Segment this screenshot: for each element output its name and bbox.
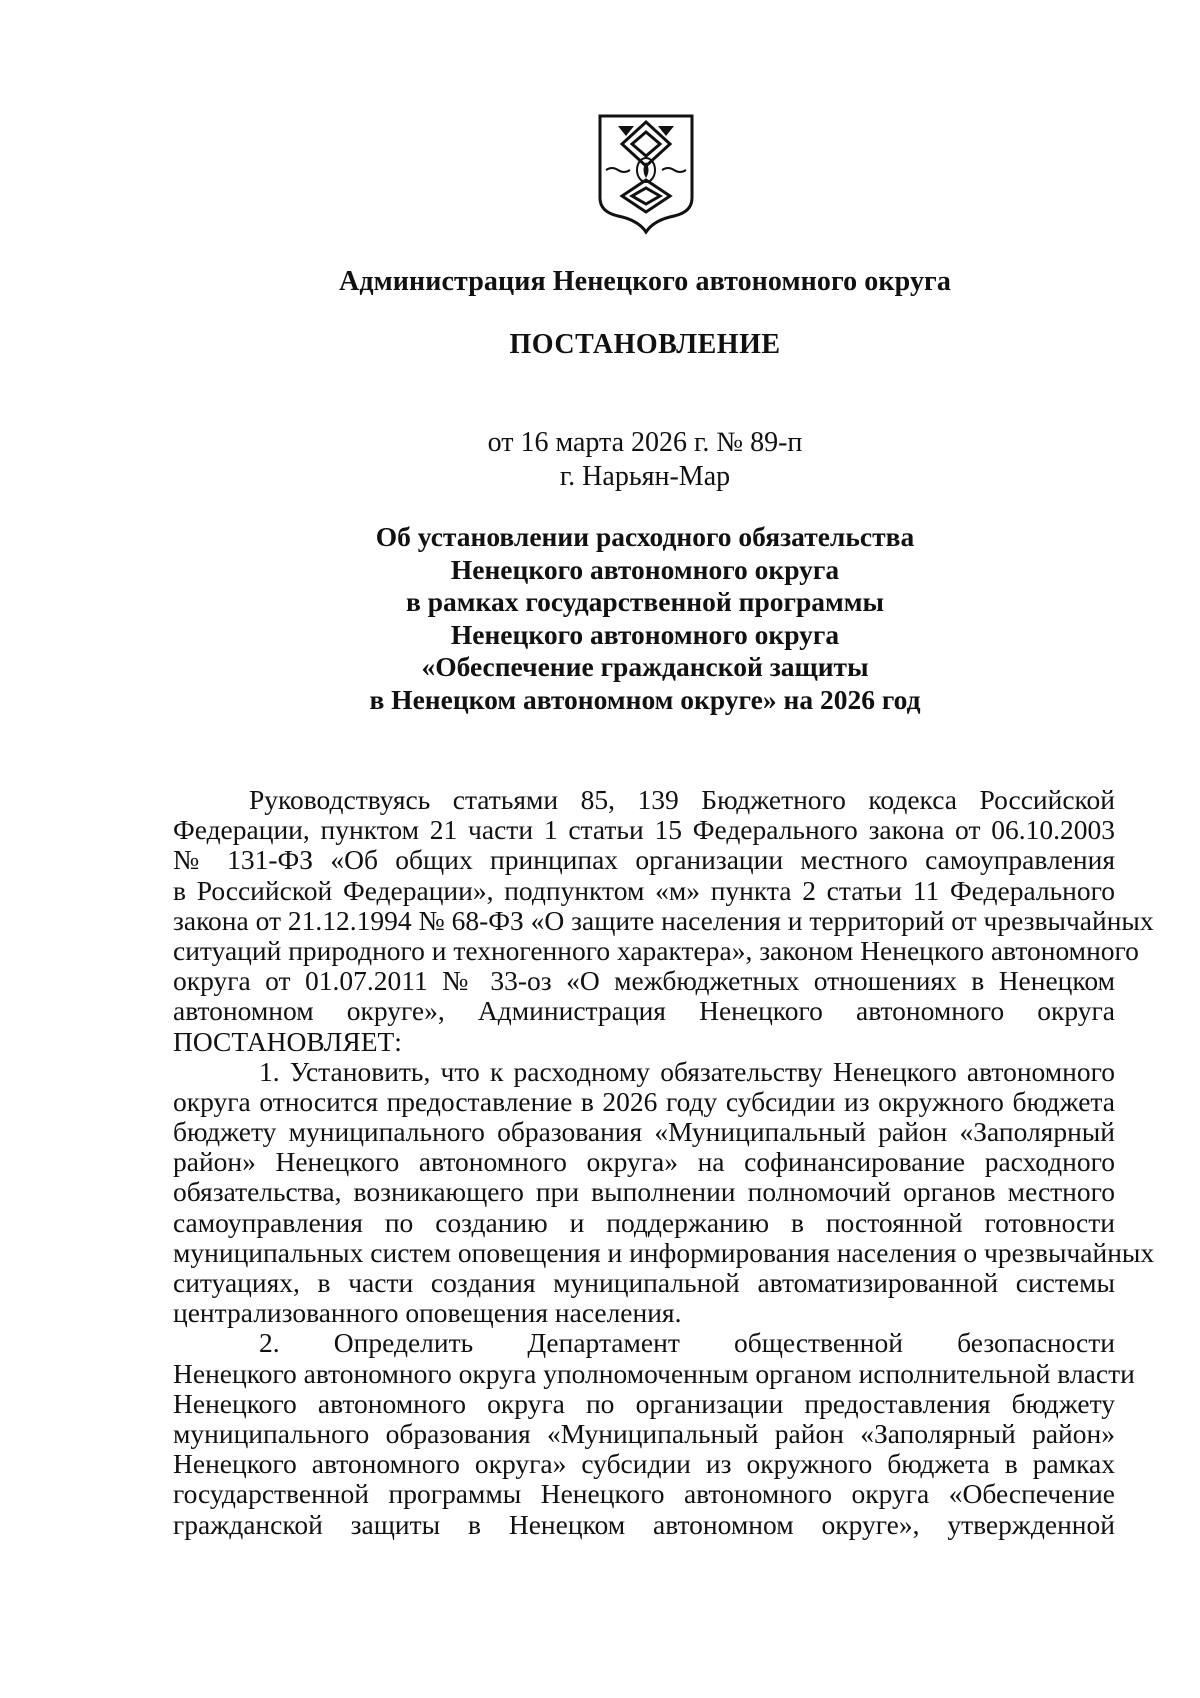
subject-line: Об установлении расходного обязательства — [375, 521, 915, 552]
body-line: в Российской Федерации», подпунктом «м» пункта 2 статьи 11 Федерального — [173, 874, 1115, 906]
body-line: самоуправления по созданию и поддержанию в постоянной готовности — [173, 1206, 1115, 1238]
body-line: Руководствуясь статьями 85, 139 Бюджетного кодекса Российской — [249, 784, 1115, 815]
body-line: округа от 01.07.2011 № 33-оз «О межбюджетных отношениях в Ненецком — [173, 965, 1115, 997]
subject-line: в рамках государственной программы — [406, 586, 884, 618]
document-body — [173, 784, 1155, 1540]
body-line: автономном округе», Администрация Ненецкого автономного округа — [173, 995, 1115, 1027]
body-line: закона от 21.12.1994 № 68-ФЗ «О защите населения и территорий от чрезвычайных — [173, 904, 1154, 936]
body-line: район» Ненецкого автономного округа» на софинансирование расходного — [173, 1146, 1115, 1178]
body-line: обязательства, возникающего при выполнении полномочий органов местного — [173, 1176, 1115, 1208]
organization-title: Администрация Ненецкого автономного округа — [339, 266, 951, 297]
subject-line: «Обеспечение гражданской защиты — [421, 651, 869, 683]
body-line: Ненецкого автономного округа» субсидии из окружного бюджета в рамках — [173, 1448, 1115, 1480]
subject-line: в Ненецком автономном округе» на 2026 год — [369, 683, 921, 715]
body-line: централизованного оповещения населения. — [173, 1297, 682, 1329]
body-line: ситуациях, в части создания муниципальной автоматизированной системы — [173, 1267, 1115, 1298]
document-subject — [0, 521, 1200, 717]
document-type: ПОСТАНОВЛЕНИЕ — [509, 329, 781, 360]
body-line: государственной программы Ненецкого автономного округа «Обеспечение — [173, 1478, 1115, 1510]
document-city: г. Нарьян-Мар — [559, 461, 731, 492]
body-line: бюджету муниципального образования «Муниципальный район «Заполярный — [173, 1116, 1115, 1148]
coat-of-arms-emblem — [594, 110, 698, 236]
body-line: округа относится предоставление в 2026 году субсидии из окружного бюджета — [173, 1085, 1115, 1117]
body-line: муниципальных систем оповещения и информирования населения о чрезвычайных — [173, 1236, 1155, 1268]
body-line: Ненецкого автономного округа уполномоченным органом исполнительной власти — [173, 1357, 1135, 1389]
body-line: Федерации, пунктом 21 части 1 статьи 15 Федерального закона от 06.10.2003 — [173, 814, 1115, 846]
body-line: № 131-ФЗ «Об общих принципах организации местного самоуправления — [173, 844, 1115, 876]
body-line: 2. Определить Департамент общественной безопасности — [259, 1327, 1115, 1359]
subject-line: Ненецкого автономного округа — [450, 618, 840, 650]
body-line: ПОСТАНОВЛЯЕТ: — [173, 1025, 402, 1057]
subject-line: Ненецкого автономного округа — [450, 553, 840, 585]
body-line: гражданской защиты в Ненецком автономном округе», утвержденной — [173, 1508, 1115, 1540]
body-line: муниципального образования «Муниципальный район «Заполярный район» — [173, 1417, 1115, 1449]
document-date-number: от 16 марта 2026 г. № 89-п — [487, 427, 803, 458]
body-line: Ненецкого автономного округа по организации предоставления бюджету — [173, 1387, 1115, 1419]
body-line: ситуаций природного и техногенного характера», законом Ненецкого автономного — [173, 934, 1139, 966]
body-line: 1. Установить, что к расходному обязательству Ненецкого автономного — [259, 1055, 1115, 1087]
coat-of-arms-icon — [594, 110, 698, 236]
